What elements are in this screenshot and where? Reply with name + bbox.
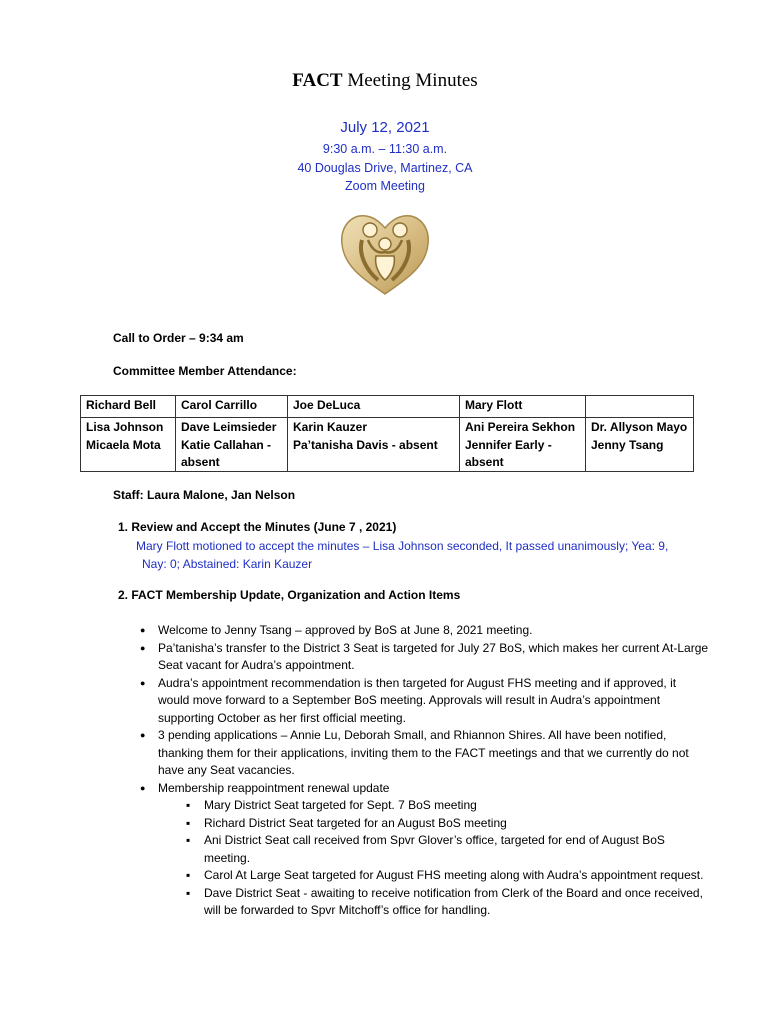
meeting-date: July 12, 2021 bbox=[340, 119, 430, 136]
sub-bullet-list bbox=[158, 797, 710, 920]
attendance-cell: Ani Pereira Sekhon bbox=[460, 418, 586, 437]
section-2-heading: 2. FACT Membership Update, Organization and Action Items bbox=[118, 588, 461, 602]
attendance-heading: Committee Member Attendance: bbox=[113, 364, 297, 378]
list-item-text: Membership reappointment renewal update bbox=[158, 780, 390, 795]
sub-list-item: ▪ Carol At Large Seat targeted for August FHS meeting along with Audra’s appointment request. bbox=[186, 867, 710, 885]
attendance-cell: Dave Leimsieder bbox=[176, 418, 288, 437]
attendance-cell: Joe DeLuca bbox=[288, 396, 460, 418]
attendance-cell: Carol Carrillo bbox=[176, 396, 288, 418]
page-title bbox=[0, 70, 770, 92]
attendance-cell: Lisa Johnson bbox=[81, 418, 176, 437]
attendance-cell: Jenny Tsang bbox=[586, 436, 694, 472]
table-row bbox=[81, 396, 694, 418]
list-item bbox=[140, 780, 710, 920]
sub-list-item: ▪ Richard District Seat targeted for an August BoS meeting bbox=[186, 815, 710, 833]
attendance-cell bbox=[586, 396, 694, 418]
motion-text bbox=[136, 538, 711, 573]
attendance-cell: Dr. Allyson Mayo bbox=[586, 418, 694, 437]
motion-line-2: Nay: 0; Abstained: Karin Kauzer bbox=[142, 556, 313, 571]
attendance-cell: Katie Callahan - absent bbox=[176, 436, 288, 472]
attendance-cell: Karin Kauzer bbox=[288, 418, 460, 437]
attendance-cell: Jennifer Early - absent bbox=[460, 436, 586, 472]
meeting-venue: Zoom Meeting bbox=[345, 179, 425, 193]
list-item: ● Pa’tanisha’s transfer to the District 3 Seat is targeted for July 27 BoS, which makes her current At-Large Seat vacant for Audra’s appointment. bbox=[140, 640, 710, 675]
sub-list-item: ▪ Mary District Seat targeted for Sept. 7 BoS meeting bbox=[186, 797, 710, 815]
sub-list-item: ▪ Ani District Seat call received from Spvr Glover’s office, targeted for end of August BoS meeting. bbox=[186, 832, 710, 867]
call-to-order: Call to Order – 9:34 am bbox=[113, 331, 244, 345]
list-item: ● Audra’s appointment recommendation is then targeted for August FHS meeting and if approved, it would move forward to a September BoS meeting. Approvals will result in Audra’s appointment supporting October as her first official meeting. bbox=[140, 675, 710, 728]
attendance-cell: Mary Flott bbox=[460, 396, 586, 418]
attendance-cell: Micaela Mota bbox=[81, 436, 176, 472]
attendance-cell: Pa’tanisha Davis - absent bbox=[288, 436, 460, 472]
list-item: ● Welcome to Jenny Tsang – approved by BoS at June 8, 2021 meeting. bbox=[140, 622, 710, 640]
meeting-address: 40 Douglas Drive, Martinez, CA bbox=[297, 161, 473, 175]
family-heart-logo-icon bbox=[338, 206, 432, 298]
title-rest: Meeting Minutes bbox=[342, 70, 478, 91]
section-1-heading: 1. Review and Accept the Minutes (June 7 , 2021) bbox=[118, 520, 397, 534]
attendance-table bbox=[80, 395, 694, 472]
table-row bbox=[81, 436, 694, 472]
title-bold: FACT bbox=[292, 70, 343, 91]
motion-line-1: Mary Flott motioned to accept the minutes – Lisa Johnson seconded, It passed unanimously; Yea: 9, bbox=[136, 539, 669, 553]
bullet-list bbox=[140, 622, 710, 920]
table-row bbox=[81, 418, 694, 437]
list-item: ● 3 pending applications – Annie Lu, Deborah Small, and Rhiannon Shires. All have been notified, thanking them for their applications, inviting them to the FACT meetings and that we currently do not have any Seat vacancies. bbox=[140, 727, 710, 780]
attendance-cell: Richard Bell bbox=[81, 396, 176, 418]
meeting-time: 9:30 a.m. – 11:30 a.m. bbox=[322, 142, 448, 156]
staff-line: Staff: Laura Malone, Jan Nelson bbox=[113, 488, 296, 502]
sub-list-item: ▪ Dave District Seat - awaiting to receive notification from Clerk of the Board and once received, will be forwarded to Spvr Mitchoff’s office for handling. bbox=[186, 885, 710, 920]
